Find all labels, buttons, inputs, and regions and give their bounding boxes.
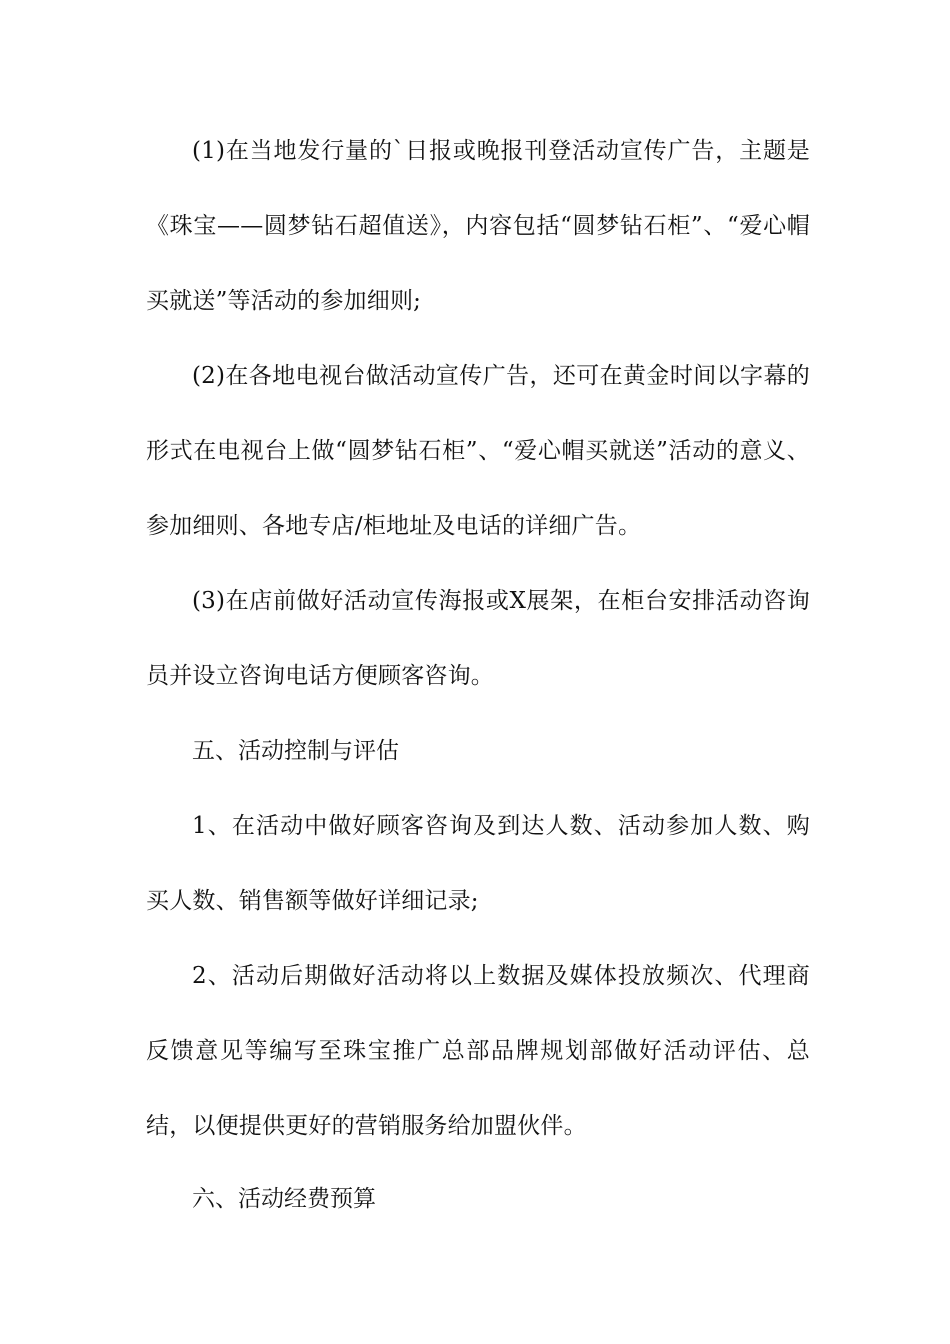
paragraph-store-poster: (3)在店前做好活动宣传海报或X展架，在柜台安排活动咨询员并设立咨询电话方便顾客咨询。 (146, 588, 810, 689)
section-heading-control: 五、活动控制与评估 (192, 738, 399, 764)
paragraph-newspaper-ad: (1)在当地发行量的`日报或晚报刊登活动宣传广告，主题是《珠宝——圆梦钻石超值送》，内容包括“圆梦钻石柜”、“爱心帽买就送”等活动的参加细则; (146, 138, 810, 314)
paragraph-tv-ad: (2)在各地电视台做活动宣传广告，还可在黄金时间以字幕的形式在电视台上做“圆梦钻石柜”、“爱心帽买就送”活动的意义、参加细则、各地专店/柜地址及电话的详细广告。 (146, 363, 810, 539)
section-heading-budget: 六、活动经费预算 (192, 1186, 376, 1212)
paragraph-evaluation: 2、活动后期做好活动将以上数据及媒体投放频次、代理商反馈意见等编写至珠宝推广总部品牌规划部做好活动评估、总结，以便提供更好的营销服务给加盟伙伴。 (146, 963, 810, 1139)
paragraph-record: 1、在活动中做好顾客咨询及到达人数、活动参加人数、购买人数、销售额等做好详细记录; (146, 813, 810, 914)
